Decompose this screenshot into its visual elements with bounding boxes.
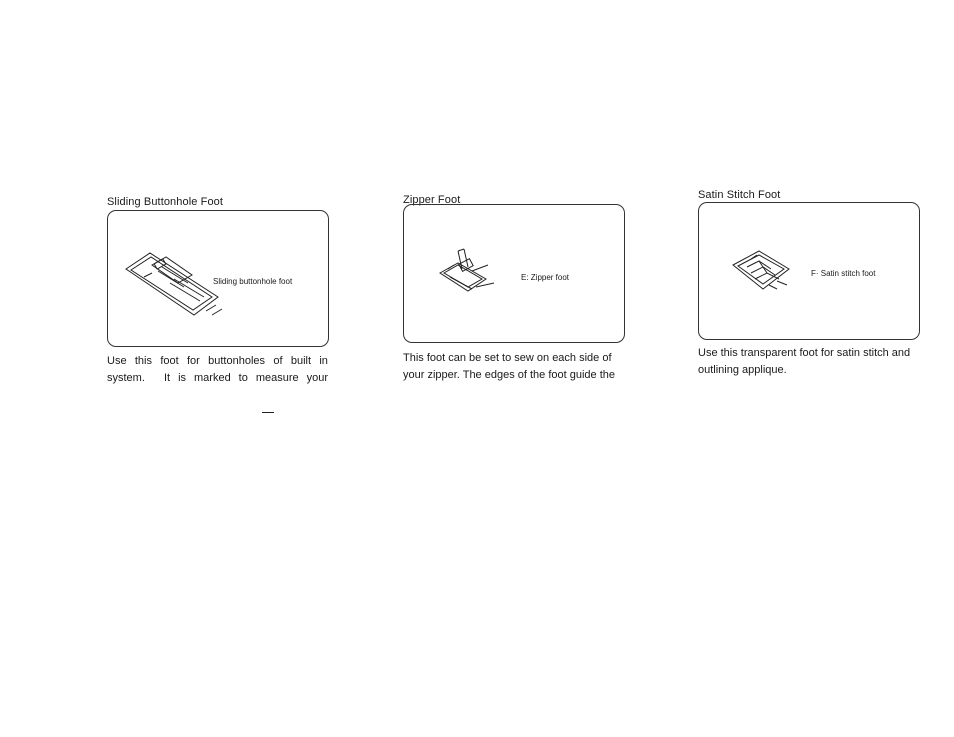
foot-label: E: Zipper foot <box>521 273 570 282</box>
section-title: Zipper Foot <box>403 194 461 206</box>
description-text <box>107 353 328 387</box>
zipper-foot-icon <box>436 247 498 297</box>
text-line-1: This foot can be set to sew on each side of <box>403 352 612 364</box>
satin-stitch-foot-icon <box>729 245 793 295</box>
text-line-1: Use this transparent foot for satin stitch and <box>698 347 911 359</box>
description-text <box>403 350 625 384</box>
description-text <box>698 345 920 379</box>
illustration-frame <box>698 202 920 340</box>
text-line-2: outlining applique. <box>698 364 787 376</box>
foot-label: Sliding buttonhole foot <box>213 277 293 286</box>
text-line-2: system. It is marked to measure your <box>107 372 328 384</box>
text-line-1: Use this foot for buttonholes of built in <box>107 355 328 367</box>
stray-dash-mark <box>262 412 274 413</box>
section-title: Satin Stitch Foot <box>698 189 781 201</box>
foot-label: F· Satin stitch foot <box>811 269 876 278</box>
illustration-frame <box>107 210 329 347</box>
section-title: Sliding Buttonhole Foot <box>107 196 224 208</box>
illustration-frame <box>403 204 625 343</box>
text-line-2: your zipper. The edges of the foot guide the <box>403 369 616 381</box>
